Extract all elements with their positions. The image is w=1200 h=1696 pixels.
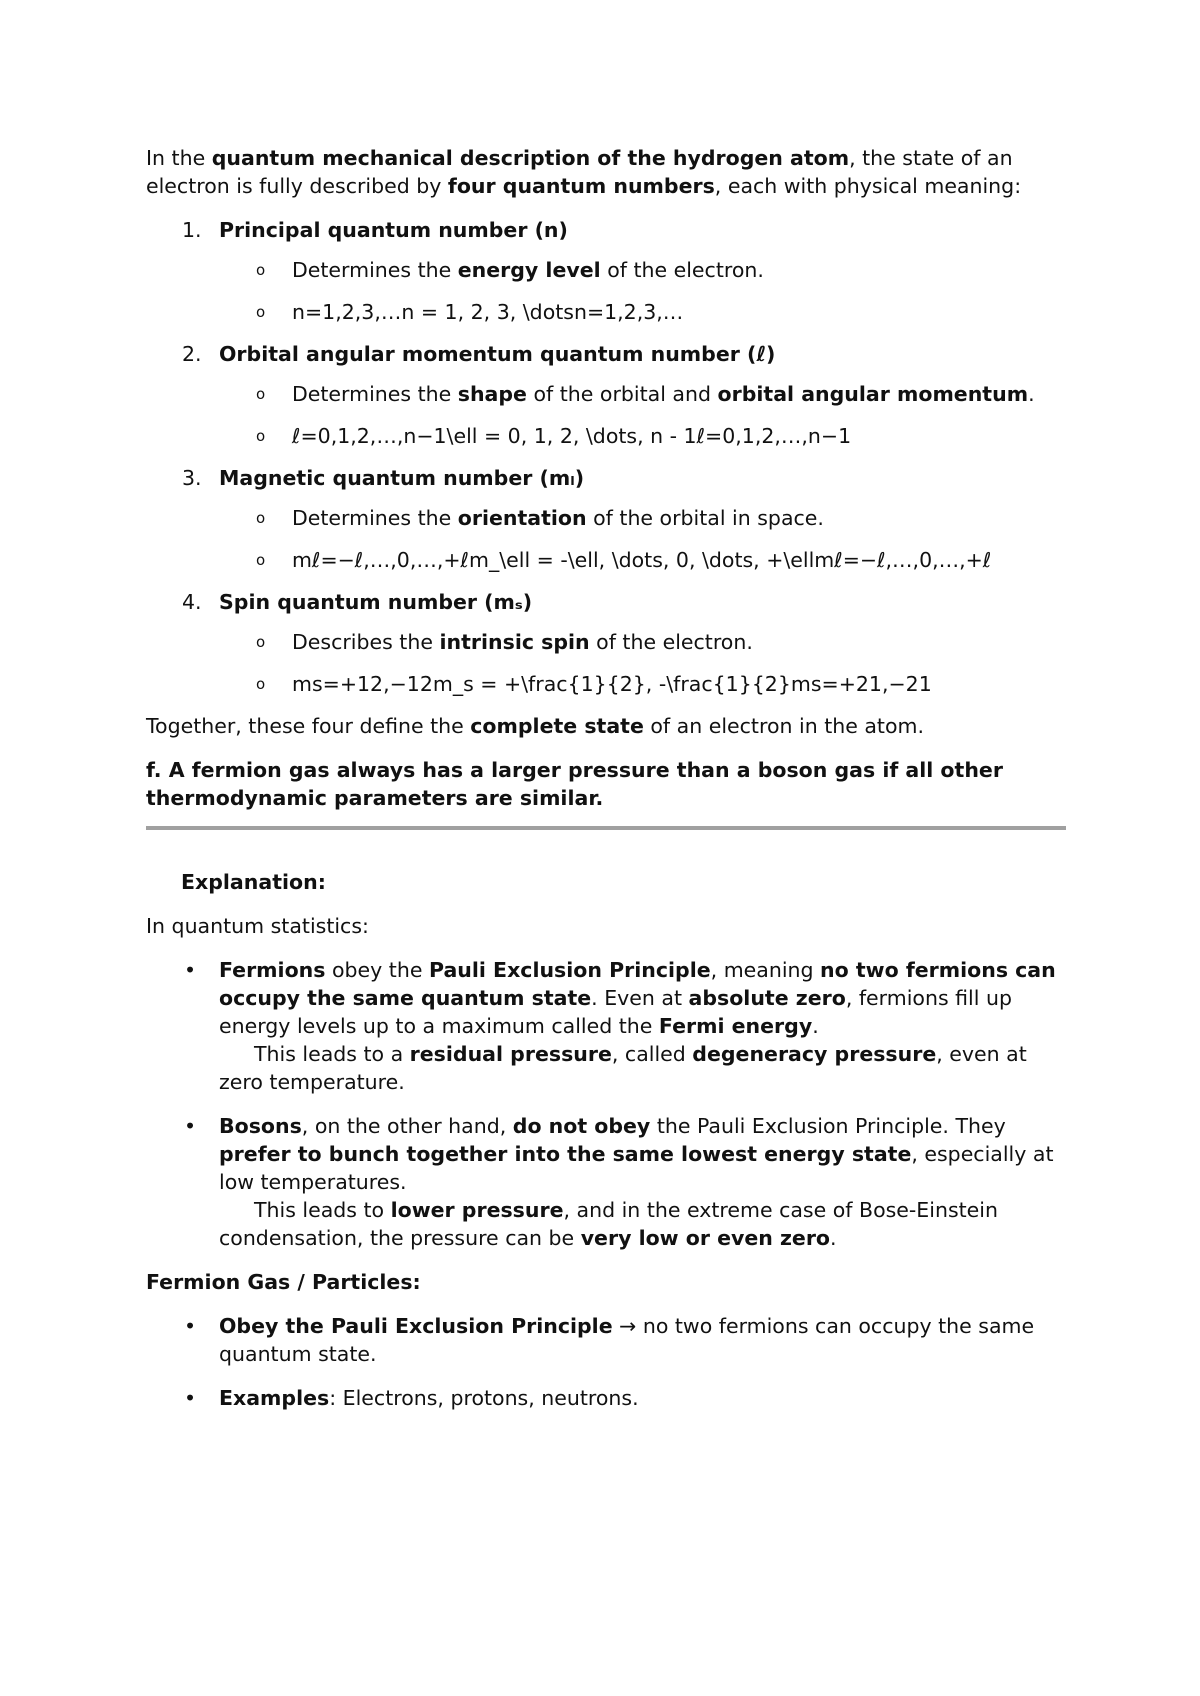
sub-list [219,380,1066,450]
item-title: Orbital angular momentum quantum number (ℓ) [219,342,776,366]
fermion-gas-list [146,1312,1066,1412]
bold-text: Obey the Pauli Exclusion Principle [219,1314,613,1338]
bold-text: Fermions [219,958,326,982]
together-paragraph [146,712,1066,740]
list-item [146,1312,1066,1368]
sub-text: Determines the [292,382,458,406]
text: : Electrons, protons, neutrons. [329,1386,639,1410]
sub-item [219,504,1066,532]
text: . Even at [591,986,689,1010]
bold-text: lower pressure [390,1198,564,1222]
sub-text: of the electron. [589,630,753,654]
text: , fermions fill up energy levels up to a maximum called the [219,986,1012,1038]
bold-text: prefer to bunch together into the same lowest energy state [219,1142,912,1166]
together-text: Together, these four define the [146,714,471,738]
circle-bullet-icon: o [256,261,266,279]
sub-bold: energy level [457,258,601,282]
list-item-bosons [146,1112,1066,1252]
list-number: 4. [182,590,202,614]
sub-bold: orbital angular momentum [717,382,1029,406]
together-bold: complete state [470,714,644,738]
circle-bullet-icon: o [256,427,266,445]
bullet-dot-icon: • [184,1114,197,1138]
text: , on the other hand, [301,1114,513,1138]
document-body [146,144,1066,1428]
list-item-orbital [146,340,1066,450]
circle-bullet-icon: o [256,509,266,527]
bold-text: Fermi energy [658,1014,813,1038]
formula-text: ℓ=0,1,2,…,n−1\ell = 0, 1, 2, \dots, n - 1ℓ=0,1,2,…,n−1 [292,424,852,448]
item-title: Principal quantum number (n) [219,218,568,242]
text: , meaning [710,958,821,982]
intro-paragraph [146,144,1066,200]
item-title: Spin quantum number (mₛ) [219,590,533,614]
list-item-fermions [146,956,1066,1096]
circle-bullet-icon: o [256,303,266,321]
bold-text: residual pressure [409,1042,612,1066]
intro-text: In the [146,146,212,170]
circle-bullet-icon: o [256,675,266,693]
bold-text: absolute zero [688,986,846,1010]
sub-text: . [1028,382,1035,406]
sub-item [219,422,1066,450]
bullet-dot-icon: • [184,958,197,982]
sub-item [219,628,1066,656]
sub-bold: shape [457,382,527,406]
list-item [146,1384,1066,1412]
text: the Pauli Exclusion Principle. They [650,1114,1006,1138]
sub-item [219,670,1066,698]
sub-text: Describes the [292,630,440,654]
bold-text: Examples [219,1386,330,1410]
fermion-gas-heading-text: Fermion Gas / Particles: [146,1270,421,1294]
claim-statement [146,756,1066,812]
bold-text: Bosons [219,1114,302,1138]
bullet-dot-icon: • [184,1386,197,1410]
formula-text: ms=+12,−12m_s = +\frac{1}{2}, -\frac{1}{2}ms=+21,−21 [292,672,932,696]
list-item-principal [146,216,1066,326]
text: This leads to a [254,1042,410,1066]
text: , and in the extreme case of Bose-Einstein condensation, the pressure can be [219,1198,998,1250]
intro-bold: quantum mechanical description of the hydrogen atom [211,146,850,170]
sub-bold: orientation [457,506,587,530]
horizontal-rule [146,826,1066,830]
circle-bullet-icon: o [256,633,266,651]
bold-text: very low or even zero [580,1226,831,1250]
bold-text: Pauli Exclusion Principle [428,958,711,982]
claim-text: f. A fermion gas always has a larger pressure than a boson gas if all other thermodynamic parameters are similar. [146,758,1003,810]
list-number: 1. [182,218,202,242]
list-item-magnetic [146,464,1066,574]
sub-item [219,546,1066,574]
sub-text: of the orbital in space. [586,506,824,530]
explanation-heading [181,868,1066,896]
together-text: of an electron in the atom. [643,714,924,738]
bold-text: no two fermions can occupy the same quantum state [219,958,1056,1010]
list-item-spin [146,588,1066,698]
bullet-dot-icon: • [184,1314,197,1338]
text: . [812,1014,819,1038]
item-title: Magnetic quantum number (mₗ) [219,466,585,490]
sub-text: Determines the [292,258,458,282]
text: obey the [325,958,429,982]
sub-item [219,298,1066,326]
explanation-heading-text: Explanation: [181,870,326,894]
text: , even at zero temperature. [219,1042,1027,1094]
list-number: 3. [182,466,202,490]
text: , called [611,1042,693,1066]
stats-intro: In quantum statistics: [146,914,369,938]
text: → no two fermions can occupy the same quantum state. [219,1314,1035,1366]
text: . [830,1226,837,1250]
bold-text: degeneracy pressure [692,1042,937,1066]
formula-text: n=1,2,3,…n = 1, 2, 3, \dotsn=1,2,3,… [292,300,684,324]
intro-bold: four quantum numbers [447,174,715,198]
sub-list [219,256,1066,326]
sub-list [219,504,1066,574]
sub-text: Determines the [292,506,458,530]
formula-text: mℓ=−ℓ,…,0,…,+ℓm_\ell = -\ell, \dots, 0, \dots, +\ellmℓ=−ℓ,…,0,…,+ℓ [292,548,992,572]
bold-text: do not obey [512,1114,651,1138]
list-number: 2. [182,342,202,366]
sub-bold: intrinsic spin [439,630,590,654]
text: This leads to [254,1198,391,1222]
text: , especially at low temperatures. [219,1142,1054,1194]
quantum-numbers-list [146,216,1066,698]
sub-item [219,256,1066,284]
sub-text: of the orbital and [526,382,718,406]
sub-list [219,628,1066,698]
statistics-list [146,956,1066,1252]
circle-bullet-icon: o [256,385,266,403]
intro-text: , each with physical meaning: [714,174,1022,198]
fermion-gas-heading [146,1268,1066,1296]
sub-text: of the electron. [600,258,764,282]
circle-bullet-icon: o [256,551,266,569]
intro-text: , the state of an electron is fully described by [146,146,1013,198]
sub-item [219,380,1066,408]
